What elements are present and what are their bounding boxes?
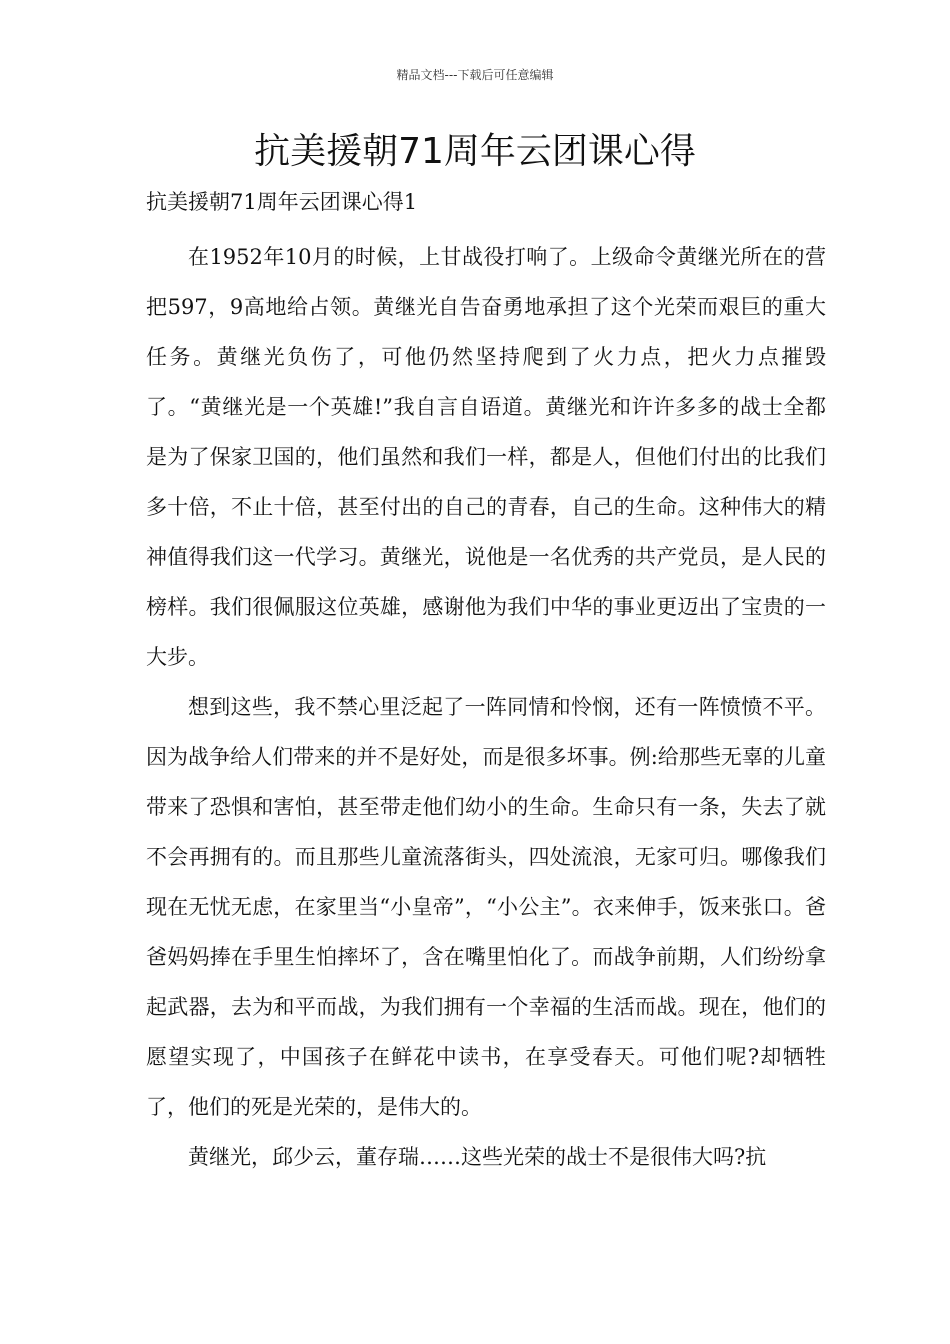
document-subtitle: 抗美援朝71周年云团课心得1	[146, 190, 418, 214]
document-title: 抗美援朝71周年云团课心得	[254, 131, 696, 172]
document-body	[146, 232, 826, 1182]
paragraph-1: 在1952年10月的时候，上甘战役打响了。上级命令黄继光所在的营把597，9高地给占领。黄继光自告奋勇地承担了这个光荣而艰巨的重大任务。黄继光负伤了，可他仍然坚持爬到了火力点，把火力点摧毁了。“黄继光是一个英雄!”我自言自语道。黄继光和许许多多的战士全都是为了保家卫国的，他们虽然和我们一样，都是人，但他们付出的比我们多十倍，不止十倍，甚至付出的自己的青春，自己的生命。这种伟大的精神值得我们这一代学习。黄继光，说他是一名优秀的共产党员，是人民的榜样。我们很佩服这位英雄，感谢他为我们中华的事业更迈出了宝贵的一大步。	[146, 245, 826, 669]
header-note: 精品文档---下载后可任意编辑	[396, 68, 554, 82]
paragraph-2: 想到这些，我不禁心里泛起了一阵同情和怜悯，还有一阵愤愤不平。因为战争给人们带来的并不是好处，而是很多坏事。例:给那些无辜的儿童带来了恐惧和害怕，甚至带走他们幼小的生命。生命只有一条，失去了就不会再拥有的。而且那些儿童流落街头，四处流浪，无家可归。哪像我们现在无忧无虑，在家里当“小皇帝”，“小公主”。衣来伸手，饭来张口。爸爸妈妈捧在手里生怕摔坏了，含在嘴里怕化了。而战争前期，人们纷纷拿起武器，去为和平而战，为我们拥有一个幸福的生活而战。现在，他们的愿望实现了，中国孩子在鲜花中读书，在享受春天。可他们呢?却牺牲了，他们的死是光荣的，是伟大的。	[146, 695, 826, 1119]
paragraph-3: 黄继光，邱少云，董存瑞……这些光荣的战士不是很伟大吗?抗	[188, 1145, 767, 1169]
